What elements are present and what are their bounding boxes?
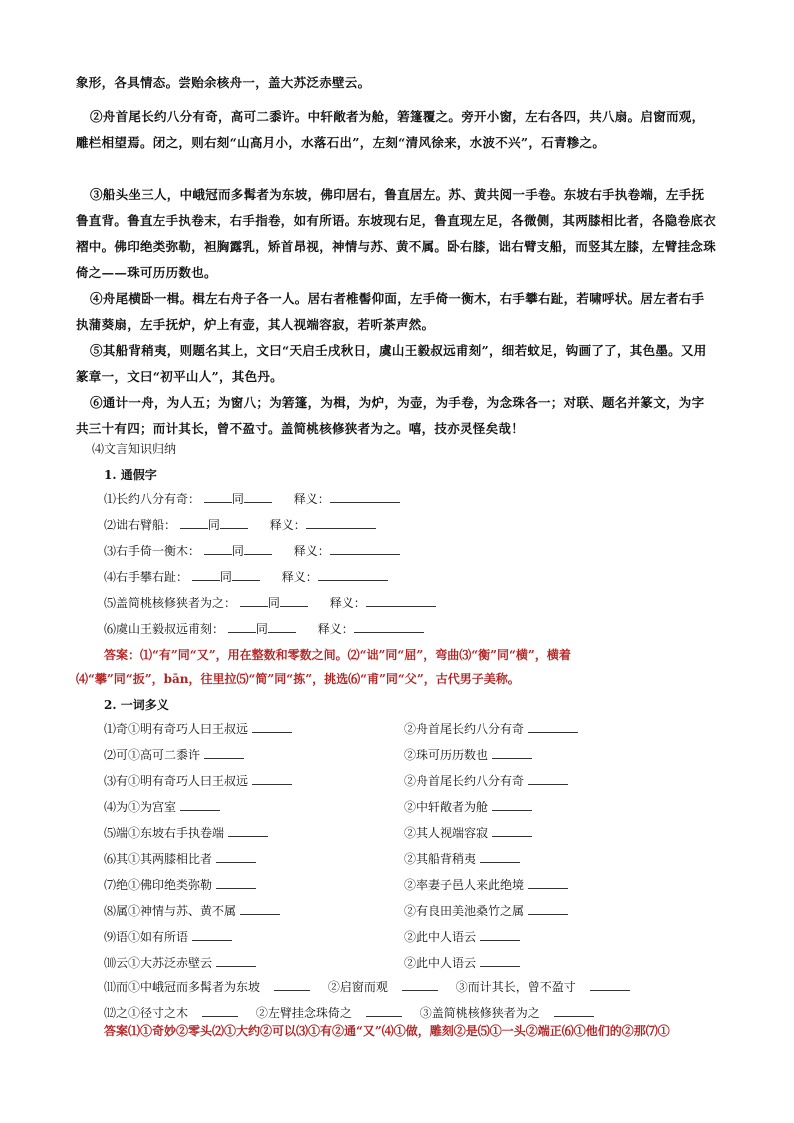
fill-blank[interactable] [492,746,532,759]
yiduo-item-a: ⑵可①高可二黍许 [104,748,201,762]
yiduo-tri-item: ②启窗而观 [327,980,388,994]
fill-blank[interactable] [554,1004,594,1017]
paragraph-1: 象形，各具情态。尝贻余核舟一，盖大苏泛赤壁云。 [76,75,371,90]
tongjia-gloss: 释义： [293,544,330,558]
yiduo-row [104,772,724,789]
fill-blank[interactable] [528,772,568,785]
yiduo-title: 2. 一词多义 [104,698,169,712]
fill-blank[interactable] [480,928,520,941]
fill-blank[interactable] [204,490,232,503]
fill-blank[interactable] [330,542,400,555]
tongjia-mid: 同 [207,518,220,532]
yiduo-row [104,824,724,841]
tongjia-mid: 同 [267,596,280,610]
tongjia-row [104,620,724,637]
yiduo-item-a: ⑴奇①明有奇巧人曰王叔远 [104,722,249,736]
fill-blank[interactable] [528,876,568,889]
tongjia-gloss: 释义： [281,570,318,584]
fill-blank[interactable] [228,824,268,837]
yiduo-tri-row [104,1004,608,1021]
tongjia-text: ⑵诎右臂船： [104,518,177,532]
yiduo-tri-item: ③而计其长，曾不盈寸 [455,980,576,994]
paragraph-5: ⑤其船背稍夷，则题名其上，文曰“天启壬戌秋日，虞山王毅叔远甫刻”，细若蚊足，钩画了了，其色墨。又用篆章一，文曰“初平山人”，其色丹。 [76,343,707,384]
tongjia-row [104,568,724,585]
fill-blank[interactable] [402,978,438,991]
yiduo-col-b [404,928,520,945]
fill-blank[interactable] [252,772,292,785]
yiduo-row [104,928,724,945]
yiduo-row [104,720,724,737]
yiduo-tri-item: ②左臂挂念珠倚之 [255,1006,352,1020]
yiduo-row [104,876,724,893]
fill-blank[interactable] [274,978,310,991]
paragraph-4: ④舟尾横卧一楫。楫左右舟子各一人。居右者椎髻仰面，左手倚一衡木，右手攀右趾，若啸呼状。居左者右手执蒲葵扇，左手抚炉，炉上有壶，其人视端容寂，若听茶声然。 [76,291,705,332]
fill-blank[interactable] [216,850,256,863]
yiduo-item-b: ②舟首尾长约八分有奇 [404,722,525,736]
yiduo-col-b [404,720,578,737]
paragraph-2: ②舟首尾长约八分有奇，高可二黍许。中轩敞者为舱，箬篷覆之。旁开小窗，左右各四，共八扇。启窗而观，雕栏相望焉。闭之，则右刻“山高月小，水落石出”，左刻“清风徐来，水波不兴”，石青糁之。 [76,109,705,150]
tongjia-mid: 同 [231,492,244,506]
fill-blank[interactable] [216,876,256,889]
tongjia-mid: 同 [255,622,268,636]
fill-blank[interactable] [228,620,256,633]
yiduo-col-b [404,824,532,841]
tongjia-gloss: 释义： [317,622,354,636]
yiduo-item-a: ⑽云①大苏泛赤壁云 [104,956,213,970]
yiduo-item-b: ②此中人语云 [404,956,477,970]
yiduo-row [104,746,724,763]
yiduo-col-b [404,746,532,763]
fill-blank[interactable] [528,902,568,915]
yiduo-item-b: ②有良田美池桑竹之属 [404,904,525,918]
tongjia-gloss: 释义： [293,492,330,506]
yiduo-item-a: ⑹其①其两膝相比者 [104,852,213,866]
tongjia-gloss: 释义： [269,518,306,532]
yiduo-item-b: ②珠可历历数也 [404,748,489,762]
yiduo-item-b: ②其人视端容寂 [404,826,489,840]
fill-blank[interactable] [216,954,256,967]
yiduo-col-b [404,850,520,867]
yiduo-item-a: ⑶有①明有奇巧人曰王叔远 [104,774,249,788]
answer-yiduo: 答案⑴①奇妙②零头⑵①大约②可以⑶①有②通“又”⑷①做，雕刻②是⑸①一头②端正⑹①他们的②那⑺① [104,1024,670,1038]
yiduo-row [104,798,724,815]
fill-blank[interactable] [306,516,376,529]
tongjia-text: ⑷右手攀右趾： [104,570,189,584]
fill-blank[interactable] [204,542,232,555]
paragraph-6: ⑥通计一舟，为人五；为窗八；为箬篷，为楫，为炉，为壶，为手卷，为念珠各一；对联、题名并篆文，为字共三十有四；而计其长，曾不盈寸。盖简桃核修狭者为之。嘻，技亦灵怪矣哉！ [76,395,705,436]
section-title: ⑷文言知识归纳 [92,442,177,456]
fill-blank[interactable] [202,1004,238,1017]
tongjiazi-title: 1. 通假字 [104,468,157,482]
tongjia-text: ⑶右手倚一衡木： [104,544,201,558]
fill-blank[interactable] [232,568,260,581]
fill-blank[interactable] [590,978,630,991]
fill-blank[interactable] [318,568,388,581]
yiduo-item-b: ②此中人语云 [404,930,477,944]
answer-tongjia-line1: 答案：⑴“有”同“又”，用在整数和零数之间。⑵“诎”同“屈”，弯曲⑶“衡”同“横”，横着 [104,648,571,662]
yiduo-col-b [404,902,568,919]
tongjia-text: ⑹虞山王毅叔远甫刻： [104,622,225,636]
answer-tongjia-line2: ⑷“攀”同“扳”，bān，往里拉⑸“简”同“拣”，挑选⑹“甫”同“父”，古代男子美称。 [76,672,520,686]
yiduo-item-a: ⑼语①如有所语 [104,930,189,944]
yiduo-item-a: ⑷为①为宫室 [104,800,177,814]
yiduo-item-a: ⑸端①东坡右手执卷端 [104,826,225,840]
fill-blank[interactable] [240,902,280,915]
yiduo-tri-item: ③盖简桃核修狭者为之 [419,1006,540,1020]
tongjia-row [104,594,724,611]
yiduo-row [104,954,724,971]
tongjia-row [104,490,724,507]
yiduo-item-b: ②舟首尾长约八分有奇 [404,774,525,788]
fill-blank[interactable] [204,746,244,759]
yiduo-col-b [404,954,520,971]
tongjia-mid: 同 [231,544,244,558]
yiduo-col-b [404,876,568,893]
fill-blank[interactable] [192,568,220,581]
yiduo-item-a: ⑻属①神情与苏、黄不属 [104,904,237,918]
yiduo-tri-row [104,978,644,995]
fill-blank[interactable] [180,516,208,529]
fill-blank[interactable] [180,798,220,811]
fill-blank[interactable] [330,490,400,503]
yiduo-item-b: ②中轩敞者为舱 [404,800,489,814]
fill-blank[interactable] [244,542,272,555]
fill-blank[interactable] [492,824,532,837]
fill-blank[interactable] [244,490,272,503]
tongjia-row [104,516,724,533]
fill-blank[interactable] [480,850,520,863]
yiduo-col-b [404,772,568,789]
fill-blank[interactable] [268,620,296,633]
yiduo-tri-item: ⑿之①径寸之木 [104,1006,189,1020]
fill-blank[interactable] [366,1004,402,1017]
fill-blank[interactable] [252,720,292,733]
yiduo-col-b [404,798,532,815]
tongjia-text: ⑴长约八分有奇： [104,492,201,506]
tongjia-text: ⑸盖简桃核修狭者为之： [104,596,237,610]
fill-blank[interactable] [280,594,308,607]
fill-blank[interactable] [366,594,436,607]
yiduo-item-a: ⑺绝①佛印绝类弥勒 [104,878,213,892]
fill-blank[interactable] [240,594,268,607]
fill-blank[interactable] [220,516,248,529]
fill-blank[interactable] [192,928,232,941]
fill-blank[interactable] [354,620,424,633]
yiduo-row [104,902,724,919]
fill-blank[interactable] [492,798,532,811]
yiduo-item-b: ②其船背稍夷 [404,852,477,866]
tongjia-gloss: 释义： [329,596,366,610]
yiduo-row [104,850,724,867]
fill-blank[interactable] [480,954,520,967]
tongjia-row [104,542,724,559]
tongjia-mid: 同 [219,570,232,584]
yiduo-tri-item: ⑾而①中峨冠而多髯者为东坡 [104,980,261,994]
fill-blank[interactable] [528,720,578,733]
paragraph-3: ③船头坐三人，中峨冠而多髯者为东坡，佛印居右，鲁直居左。苏、黄共阅一手卷。东坡右手执卷端，左手抚鲁直背。鲁直左手执卷末，右手指卷，如有所语。东坡现右足，鲁直现左足，各微侧，其两膝相比者，各隐卷底衣褶中。佛印绝类弥勒，袒胸露乳，矫首昂视，神情与苏、黄不属。卧右膝，诎右臂支船，而竖其左膝，左臂挂念珠倚之——珠可历历数也。 [76,187,717,280]
yiduo-item-b: ②率妻子邑人来此绝境 [404,878,525,892]
